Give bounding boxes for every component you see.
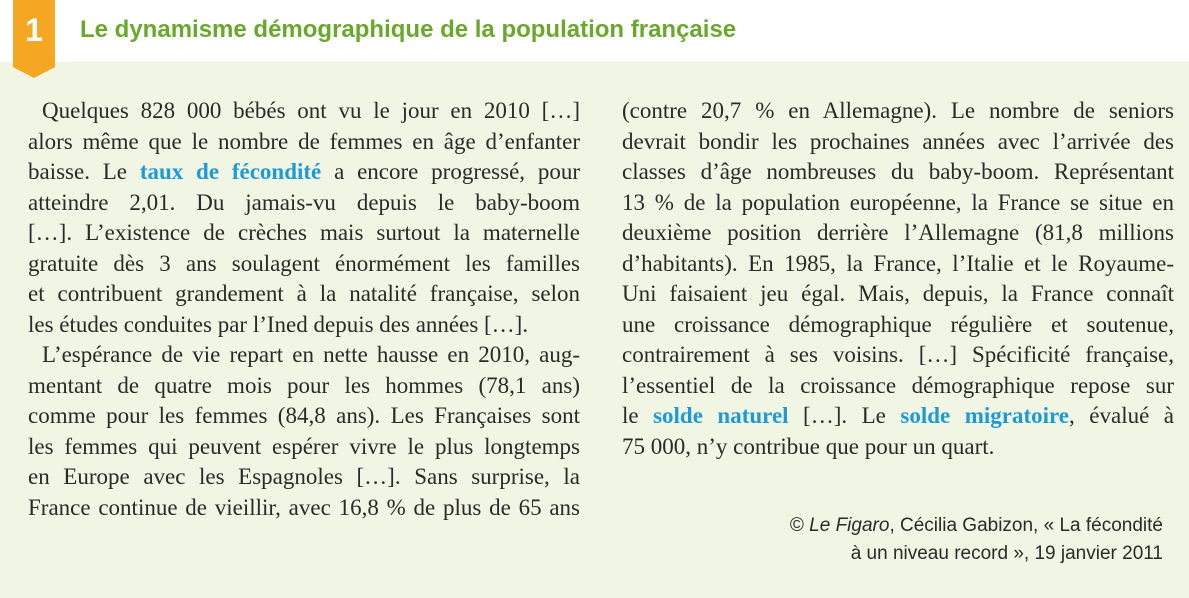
document-title: Le dynamisme démographique de la population française: [80, 16, 737, 43]
text-fragment: baisse. Le: [28, 159, 140, 184]
text-fragment: le: [622, 403, 654, 428]
text-line: d’habitants). En 1985, la France, l’Italie et le Royaume-: [622, 250, 1174, 276]
key-term-solde-migratoire: solde migratoire: [900, 403, 1070, 428]
text-line: les études conduites par l’Ined depuis des années […].: [28, 311, 529, 337]
text-line: 13 % de la population européenne, la France se situe en: [622, 189, 1174, 215]
text-line: devrait bondir les prochaines années avec l’arrivée des: [622, 128, 1174, 154]
document-number: 1: [25, 12, 43, 48]
text-line: (contre 20,7 % en Allemagne). Le nombre de seniors: [622, 98, 1174, 123]
text-line: classes d’âge nombreuses du baby-boom. Représentant: [622, 159, 1174, 184]
text-line: […]. L’existence de crèches mais surtout la maternelle: [28, 220, 580, 245]
key-term-solde-naturel: solde naturel: [653, 403, 789, 428]
text-line: 75 000, n’y contribue que pour un quart.: [622, 433, 995, 459]
text-line: Uni faisaient jeu égal. Mais, depuis, la France connaît: [622, 281, 1174, 306]
text-line: les femmes qui peuvent espérer vivre le plus longtemps: [28, 433, 580, 459]
text-line: l’essentiel de la croissance démographique repose sur: [622, 372, 1174, 398]
text-line: France continue de vieillir, avec 16,8 % de plus de 65 ans: [28, 494, 580, 520]
citation-line-2: à un niveau record », 19 janvier 2011: [850, 543, 1163, 564]
text-line: en Europe avec les Espagnoles […]. Sans surprise, la: [28, 464, 580, 489]
text-line: Quelques 828 000 bébés ont vu le jour en 2010 […]: [42, 98, 580, 123]
key-term-taux-de-fecondite: taux de fécondité: [139, 159, 322, 184]
text-line: mentant de quatre mois pour les hommes (78,1 ans): [28, 372, 580, 398]
copyright-symbol: ©: [789, 515, 810, 536]
text-fragment: […]. Le: [788, 403, 901, 428]
publication-name: Le Figaro: [809, 515, 890, 536]
citation-author-title: , Cécilia Gabizon, « La fécondité: [889, 515, 1163, 536]
text-fragment: a encore progressé, pour: [321, 159, 580, 184]
text-line: [622, 401, 1174, 432]
text-line: gratuite dès 3 ans soulagent énormément les familles: [28, 250, 580, 276]
source-citation: [790, 512, 1163, 568]
text-column-left: [28, 96, 580, 523]
text-line: alors même que le nombre de femmes en âge d’enfanter: [28, 128, 580, 154]
text-line: deuxième position derrière l’Allemagne (81,8 millions: [622, 220, 1174, 245]
text-line: atteindre 2,01. Du jamais-vu depuis le baby-boom: [28, 189, 580, 215]
text-line: et contribuent grandement à la natalité française, selon: [28, 281, 580, 306]
text-fragment: , évalué à: [1069, 403, 1174, 428]
text-line: L’espérance de vie repart en nette hausse en 2010, aug-: [42, 342, 580, 367]
text-line: une croissance démographique régulière et soutenue,: [622, 311, 1174, 337]
text-line: [28, 157, 580, 188]
citation-line-1: [790, 515, 1163, 536]
text-line: comme pour les femmes (84,8 ans). Les Françaises sont: [28, 403, 580, 428]
text-column-right: [622, 96, 1174, 462]
text-line: contrairement à ses voisins. […] Spécificité française,: [622, 342, 1174, 367]
